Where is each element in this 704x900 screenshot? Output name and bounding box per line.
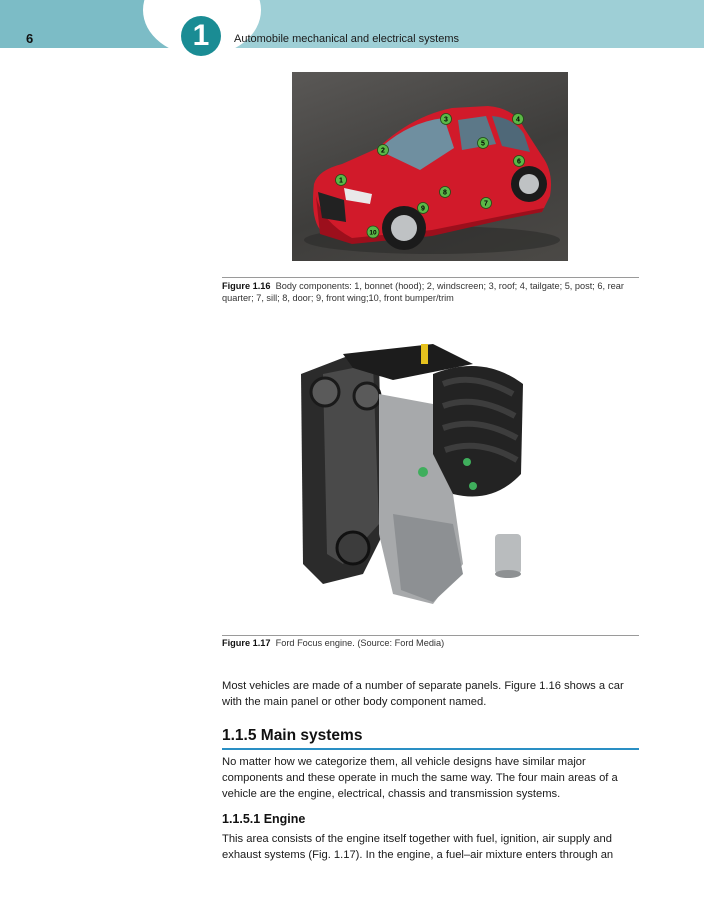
figure-1-16-text: Body components: 1, bonnet (hood); 2, windscreen; 3, roof; 4, tailgate; 5, post; 6, rear quarter; 7, sill; 8, door; 9, front wing;10, front bumper/trim [222,281,624,303]
marker-10 [367,226,379,238]
svg-text:10: 10 [369,229,377,237]
marker-8 [440,187,451,198]
svg-text:7: 7 [484,200,488,208]
page-number: 6 [26,31,34,46]
svg-text:4: 4 [516,116,520,124]
section-heading-main-systems: 1.1.5 Main systems [222,727,639,750]
body-paragraph-main-systems: No matter how we categorize them, all vehicle designs have similar major components and these operate in much the same way. The four main areas of a vehicle are the engine, electrical, chassis and transmission systems. [222,756,618,800]
svg-text:9: 9 [421,205,425,213]
body-paragraph-panels: Most vehicles are made of a number of separate panels. Figure 1.16 shows a car with the main panel or other body component named. [222,680,624,708]
running-title: Automobile mechanical and electrical systems [234,33,459,45]
svg-text:3: 3 [444,116,448,124]
marker-6 [514,156,525,167]
engine-photo [283,334,533,624]
marker-2 [378,145,389,156]
marker-9 [418,203,429,214]
svg-text:1: 1 [339,177,343,185]
figure-1-17-text: Ford Focus engine. (Source: Ford Media) [275,638,445,648]
chapter-number-badge: 1 [181,16,221,56]
marker-5 [478,138,489,149]
figure-1-17-label: Figure 1.17 [222,638,271,648]
figure-1-16-caption [222,280,639,304]
marker-3 [441,114,452,125]
car-illustration [292,72,568,261]
figure-1-16-label: Figure 1.16 [222,281,271,291]
caption-rule-1-17 [222,635,639,636]
engine-illustration [283,334,533,624]
marker-1 [336,175,347,186]
svg-text:2: 2 [381,147,385,155]
body-paragraph-engine: This area consists of the engine itself together with fuel, ignition, air supply and exhaust systems (Fig. 1.17). In the engine, a fuel–air mixture enters through an [222,833,614,861]
caption-rule-1-16 [222,277,639,278]
figure-1-17-caption [222,637,639,649]
marker-4 [513,114,524,125]
svg-text:5: 5 [481,140,485,148]
marker-7 [481,198,492,209]
svg-text:8: 8 [443,189,447,197]
svg-text:6: 6 [517,158,521,166]
car-body-photo [292,72,568,261]
subsection-heading-engine: 1.1.5.1 Engine [222,812,306,826]
